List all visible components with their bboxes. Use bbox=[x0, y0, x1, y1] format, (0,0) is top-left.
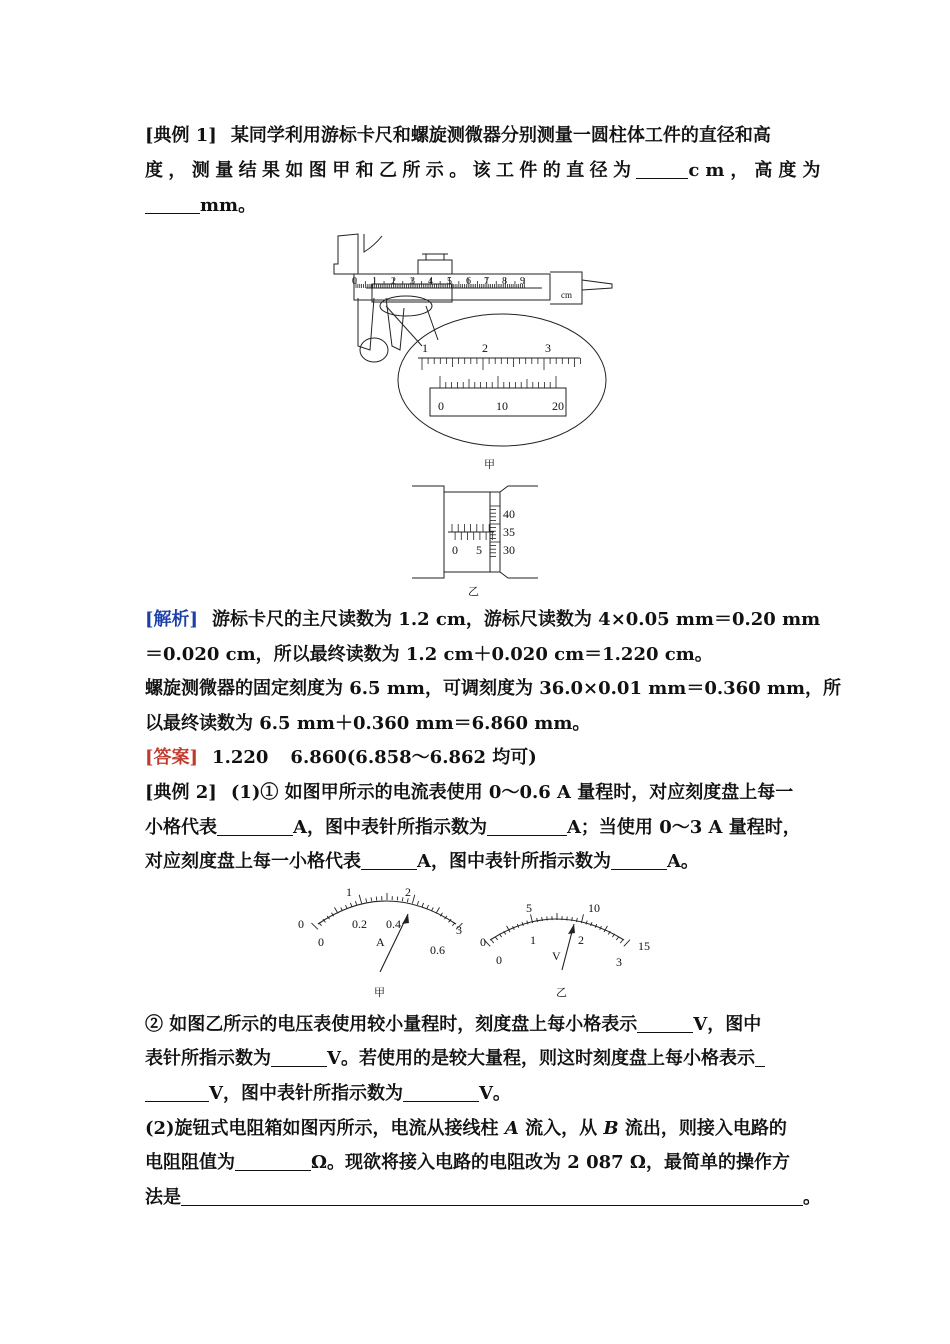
scale-tick bbox=[371, 897, 372, 901]
main-tick-label: 1 bbox=[372, 276, 377, 287]
scale-tick bbox=[422, 903, 424, 907]
analysis-line-3: 螺旋测微器的固定刻度为 6.5 mm，可调刻度为 36.0×0.01 mm＝0.360 mm，所 bbox=[145, 678, 842, 699]
voltmeter-outer-label: 0 bbox=[480, 935, 486, 949]
analysis-line-2: ＝0.020 cm，所以最终读数为 1.2 cm＋0.020 cm＝1.220 cm。 bbox=[145, 644, 713, 665]
answer-blank[interactable] bbox=[403, 1083, 479, 1102]
scale-tick bbox=[427, 905, 429, 909]
zoom-bottom-label: 0 bbox=[438, 399, 444, 413]
scale-tick bbox=[452, 923, 455, 926]
answer-blank[interactable] bbox=[636, 160, 688, 179]
main-tick-label: 5 bbox=[447, 276, 452, 287]
ex2-line-6: V，图中表针所指示数为 V。 bbox=[145, 1082, 810, 1106]
thimble-label: 40 bbox=[503, 507, 515, 521]
scale-tick bbox=[432, 907, 434, 911]
ex2-line-4: ② 如图乙所示的电压表使用较小量程时，刻度盘上每小格表示 V，图中 bbox=[145, 1014, 762, 1035]
ex2-line-7: (2)旋钮式电阻箱如图丙所示，电流从接线柱 A 流入，从 B 流出，则接入电路的 bbox=[145, 1118, 787, 1139]
sleeve-label: 0 bbox=[452, 543, 458, 557]
answer-blank[interactable] bbox=[637, 1014, 693, 1033]
vernier-caliper-figure bbox=[330, 228, 620, 476]
ex1-line-2: 度，测量结果如图甲和乙所示。该工件的直径为 cm，高度为 bbox=[145, 160, 827, 181]
micrometer-figure bbox=[408, 480, 548, 602]
scale-tick bbox=[624, 940, 630, 947]
ex2-line-2: 小格代表 A，图中表针所指示数为 A；当使用 0～3 A 量程时， bbox=[145, 817, 801, 838]
main-tick-label: 3 bbox=[410, 276, 415, 287]
analysis-line-1: [解析] 游标卡尺的主尺读数为 1.2 cm，游标尺读数为 4×0.05 mm＝0.20 mm bbox=[145, 609, 821, 630]
ex2-line-9: 法是 。 bbox=[145, 1187, 821, 1208]
scale-tick bbox=[412, 895, 414, 904]
scale-tick bbox=[335, 907, 339, 913]
scale-tick bbox=[491, 940, 494, 943]
ammeter-inner-label: 0.6 bbox=[430, 943, 445, 957]
zoom-bottom-label: 10 bbox=[496, 399, 508, 413]
scale-tick bbox=[350, 903, 352, 907]
voltmeter-outer-label: 5 bbox=[526, 901, 532, 915]
scale-tick bbox=[572, 917, 573, 921]
answer-blank[interactable] bbox=[145, 195, 200, 214]
main-tick-label: 8 bbox=[502, 276, 507, 287]
voltmeter-outer-label: 15 bbox=[638, 939, 650, 953]
zoom-bottom-label: 20 bbox=[552, 399, 564, 413]
answer-blank[interactable] bbox=[611, 851, 667, 870]
voltmeter-inner-label: 1 bbox=[530, 933, 536, 947]
ammeter-outer-label: 3 bbox=[456, 923, 462, 937]
main-tick-label: 9 bbox=[520, 276, 525, 287]
scale-tick bbox=[417, 901, 418, 905]
zoom-top-label: 2 bbox=[482, 341, 488, 355]
answer-blank[interactable] bbox=[235, 1152, 311, 1171]
ex1-line-1: [典例 1] 某同学利用游标卡尺和螺旋测微器分别测量一圆柱体工件的直径和高 bbox=[145, 125, 771, 146]
voltmeter-unit: V bbox=[552, 949, 561, 963]
answer-blank[interactable] bbox=[487, 817, 567, 836]
ex2-line-5: 表针所指示数为 V。若使用的是较大量程，则这时刻度盘上每小格表示 bbox=[145, 1047, 810, 1071]
main-tick-label: 2 bbox=[391, 276, 396, 287]
answer-tag: [答案] bbox=[145, 747, 199, 768]
answer-line: [答案] 1.220 6.860(6.858～6.862 均可) bbox=[145, 747, 537, 768]
scale-tick bbox=[436, 907, 440, 913]
analysis-tag: [解析] bbox=[145, 609, 199, 630]
figure-caption: 乙 bbox=[468, 586, 479, 598]
answer-blank[interactable] bbox=[217, 817, 293, 836]
ammeter-outer-label: 0 bbox=[298, 917, 304, 931]
figure-caption: 乙 bbox=[556, 987, 567, 999]
scale-tick bbox=[312, 923, 318, 929]
ammeter-outer-label: 2 bbox=[405, 885, 411, 899]
figure-caption: 甲 bbox=[484, 459, 495, 471]
main-tick-label: 0 bbox=[352, 276, 357, 287]
ex1-tag: [典例 1] bbox=[145, 125, 217, 146]
scale-tick bbox=[542, 917, 543, 921]
voltmeter-inner-label: 3 bbox=[616, 955, 622, 969]
scale-tick bbox=[355, 901, 356, 905]
ex2-line-1: [典例 2] (1)① 如图甲所示的电流表使用 0～0.6 A 量程时，对应刻度盘上每一 bbox=[145, 782, 794, 803]
scale-tick bbox=[346, 905, 348, 909]
analysis-line-4: 以最终读数为 6.5 mm＋0.360 mm＝6.860 mm。 bbox=[145, 713, 591, 734]
ammeter-unit: A bbox=[376, 935, 385, 949]
answer-blank[interactable] bbox=[755, 1048, 765, 1067]
ammeter-inner-label: 0.4 bbox=[386, 917, 401, 931]
scale-tick bbox=[616, 937, 619, 940]
scale-tick bbox=[537, 918, 538, 922]
main-tick-label: 6 bbox=[466, 276, 471, 287]
scale-tick bbox=[402, 897, 403, 901]
scale-tick bbox=[359, 895, 361, 904]
voltmeter-outer-label: 10 bbox=[588, 901, 600, 915]
voltmeter-inner-label: 2 bbox=[578, 933, 584, 947]
answer-blank[interactable] bbox=[271, 1048, 327, 1067]
scale-tick bbox=[319, 923, 322, 926]
scale-tick bbox=[527, 921, 528, 925]
answer-blank[interactable] bbox=[145, 1083, 209, 1102]
answer-blank[interactable] bbox=[181, 1187, 803, 1206]
voltmeter-inner-label: 0 bbox=[496, 953, 502, 967]
main-tick-label: 7 bbox=[484, 276, 489, 287]
ex2-line-8: 电阻阻值为 Ω。现欲将接入电路的电阻改为 2 087 Ω，最简单的操作方 bbox=[145, 1152, 790, 1173]
figure-caption: 甲 bbox=[374, 987, 385, 999]
ex2-line-3: 对应刻度盘上每一小格代表 A，图中表针所指示数为 A。 bbox=[145, 851, 699, 872]
ammeter-outer-label: 1 bbox=[346, 885, 352, 899]
meters-figure bbox=[290, 878, 670, 1002]
zoom-top-label: 1 bbox=[422, 341, 428, 355]
unit-label: cm bbox=[561, 290, 572, 300]
answer-blank[interactable] bbox=[361, 851, 417, 870]
thimble-label: 35 bbox=[503, 525, 515, 539]
ex2-tag: [典例 2] bbox=[145, 782, 217, 803]
sleeve-label: 5 bbox=[476, 543, 482, 557]
zoom-top-label: 3 bbox=[545, 341, 551, 355]
ex1-line-3: mm。 bbox=[145, 194, 810, 218]
thimble-label: 30 bbox=[503, 543, 515, 557]
main-tick-label: 4 bbox=[428, 276, 433, 287]
scale-tick bbox=[620, 940, 623, 943]
scale-tick bbox=[495, 937, 498, 940]
ammeter-inner-label: 0.2 bbox=[352, 917, 367, 931]
scale-tick bbox=[366, 898, 367, 902]
ammeter-inner-label: 0 bbox=[318, 935, 324, 949]
